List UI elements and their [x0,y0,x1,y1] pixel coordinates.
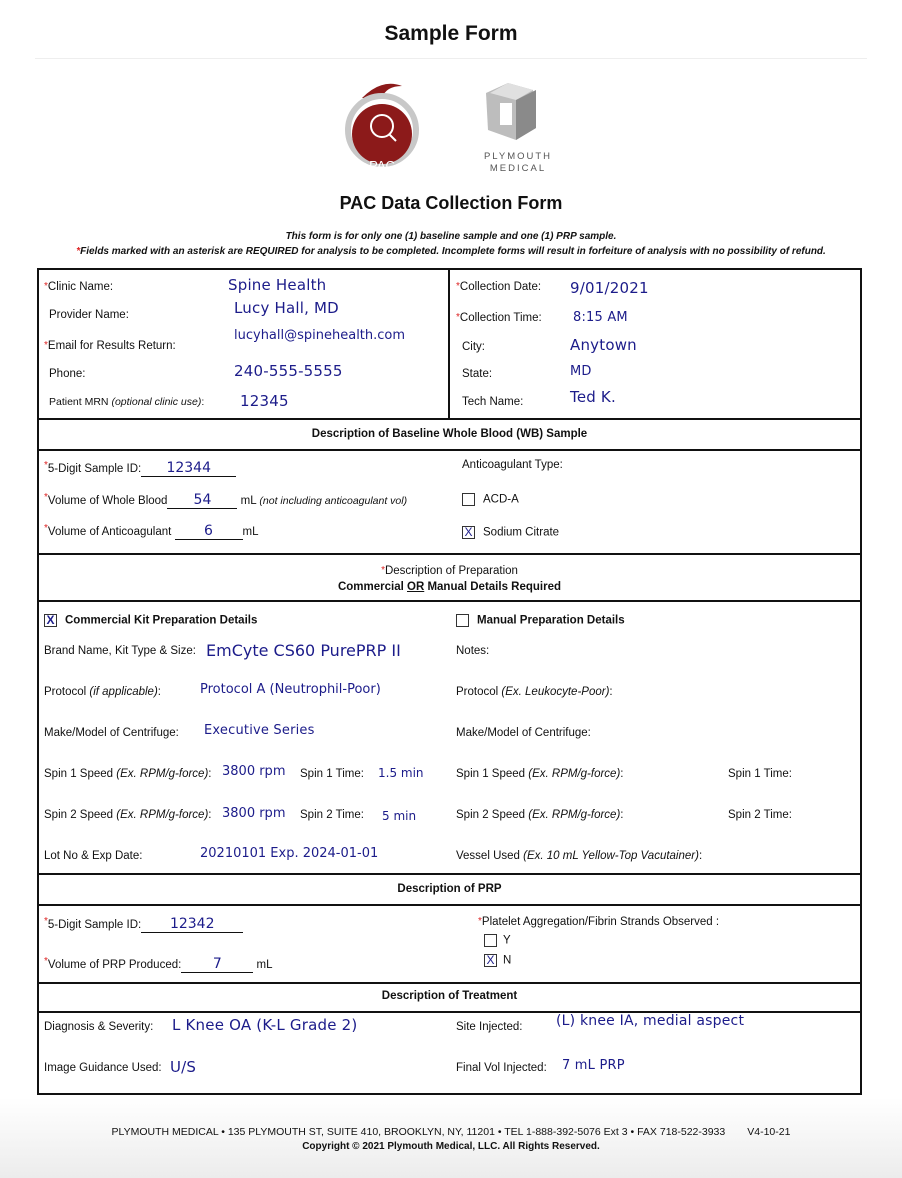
sodium-citrate-option[interactable] [462,526,559,539]
acd-a-option[interactable] [462,493,519,506]
image-guidance-label: Image Guidance Used: [44,1062,162,1074]
anticoag-type-label: Anticoagulant Type: [462,459,563,471]
manual-spin1-speed-label: Spin 1 Speed (Ex. RPM/g-force): [456,768,624,780]
prep-header-line1: Description of Preparation [384,565,518,577]
mrn-label [49,396,204,408]
page-title: Sample Form [384,22,518,45]
provider-name-label: Provider Name: [49,309,129,321]
label-text: Platelet Aggregation/Fibrin Strands Observed : [481,916,720,928]
unit: mL [256,959,273,971]
label-text: Clinic Name: [47,281,114,293]
option-label: ACD-A [483,493,519,506]
platelet-yes-option[interactable] [484,934,511,947]
row-divider [37,449,862,451]
label-text: Volume of PRP Produced: [47,959,182,971]
label-italic: (Ex. RPM/g-force) [116,768,209,780]
baseline-section-header: Description of Baseline Whole Blood (WB) Sample [311,428,588,440]
footer-address: PLYMOUTH MEDICAL • 135 PLYMOUTH ST, SUITE 410, BROOKLYN, NY, 11201 • TEL 1-888-392-5076 Ext 3 • FAX 718-522-3933 [111,1126,726,1138]
label-text: Collection Date: [459,281,542,293]
label-italic: (optional clinic use) [111,396,202,408]
manual-spin2-speed-label: Spin 2 Speed (Ex. RPM/g-force): [456,809,624,821]
collection-date-label: *Collection Date: [456,281,542,293]
prp-sample-id-field: *5-Digit Sample ID: 12342 [44,916,243,933]
wb-sample-id-value[interactable]: 12344 [141,460,236,477]
manual-spin1-time-label: Spin 1 Time: [728,768,792,780]
protocol-label: Protocol (if applicable): [44,686,161,698]
collection-time-value[interactable]: 8:15 AM [573,310,628,325]
spin1-time-value[interactable]: 1.5 min [378,766,424,780]
label-italic: (Ex. RPM/g-force) [528,809,621,821]
label-text: Spin 1 Speed [44,768,114,780]
footer [0,1098,902,1178]
pac-logo [342,78,422,178]
row-divider [37,873,862,875]
protocol-value[interactable]: Protocol A (Neutrophil-Poor) [200,682,381,697]
platelet-no-option[interactable] [484,954,511,967]
prp-sample-id-value[interactable]: 12342 [141,916,243,933]
wb-sample-id-field: *5-Digit Sample ID: 12344 [44,460,236,477]
row-divider [37,418,862,420]
row-divider [37,600,862,602]
form-title: PAC Data Collection Form [339,193,563,213]
final-volume-value[interactable]: 7 mL PRP [562,1058,625,1073]
centrifuge-label: Make/Model of Centrifuge: [44,727,179,739]
title-divider [35,58,867,59]
plymouth-logo-line2: MEDICAL [489,163,547,174]
text: OR [407,581,425,593]
provider-name-value[interactable]: Lucy Hall, MD [234,299,339,317]
footer-row [6,1126,896,1138]
diagnosis-value[interactable]: L Knee OA (K-L Grade 2) [172,1016,358,1034]
option-label: Manual Preparation Details [477,614,625,627]
email-value[interactable]: lucyhall@spinehealth.com [234,328,406,343]
collection-date-value[interactable]: 9/01/2021 [570,279,649,297]
spin1-time-label: Spin 1 Time: [300,768,364,780]
state-label: State: [462,368,493,380]
label-text: Patient MRN [49,396,109,408]
label-text: Protocol [456,686,499,698]
text: Commercial [337,581,407,593]
commercial-kit-option[interactable] [44,614,257,627]
label-italic: (Ex. RPM/g-force) [528,768,621,780]
option-label: Commercial Kit Preparation Details [65,614,258,627]
footer-version: V4-10-21 [747,1126,791,1138]
sodium-citrate-checkbox[interactable]: X [462,526,475,539]
row-divider [37,904,862,906]
label-text: Email for Results Return: [47,340,176,352]
spin2-time-label: Spin 2 Time: [300,809,364,821]
manual-centrifuge-label: Make/Model of Centrifuge: [456,727,591,739]
row-divider [37,982,862,984]
tech-name-value[interactable]: Ted K. [570,388,616,406]
clinic-name-label: *Clinic Name: [44,281,114,293]
brand-value[interactable]: EmCyte CS60 PurePRP II [206,641,401,660]
option-label: Sodium Citrate [483,526,560,539]
city-value[interactable]: Anytown [570,336,637,354]
mrn-value[interactable]: 12345 [240,392,289,410]
prep-section-header: *Description of Preparation [381,565,518,577]
footer-copyright: Copyright © 2021 Plymouth Medical, LLC. All Rights Reserved. [302,1141,600,1152]
centrifuge-value[interactable]: Executive Series [204,723,315,738]
clinic-name-value[interactable]: Spine Health [228,276,327,294]
anticoag-volume-field: *Volume of Anticoagulant 6 mL [44,523,259,539]
label-text: Spin 2 Speed [456,809,526,821]
label-text: Spin 2 Speed [44,809,114,821]
unit: mL [242,526,259,538]
tech-name-label: Tech Name: [462,396,524,408]
volume-note: (not including anticoagulant vol) [259,495,408,507]
notice-required-text: Fields marked with an asterisk are REQUIRED for analysis to be completed. Incomplete forms will result in forfeiture of analysis with no possibility of refund. [80,246,826,257]
state-value[interactable]: MD [570,364,592,379]
phone-label: Phone: [49,368,86,380]
platelet-aggregation-label: *Platelet Aggregation/Fibrin Strands Observed : [478,916,720,928]
label-text: Vessel Used [456,850,520,862]
phone-value[interactable]: 240-555-5555 [234,362,343,380]
treatment-section-header: Description of Treatment [381,990,518,1002]
commercial-kit-checkbox[interactable]: X [44,614,57,627]
platelet-no-checkbox[interactable]: X [484,954,497,967]
column-divider [448,268,450,419]
email-label: *Email for Results Return: [44,340,176,352]
option-label: Y [503,934,511,947]
label-italic: (Ex. RPM/g-force) [116,809,209,821]
site-injected-value[interactable]: (L) knee IA, medial aspect [556,1013,745,1029]
wb-volume-value[interactable]: 54 [167,492,237,509]
collection-time-label: *Collection Time: [456,312,542,324]
platelet-yes-checkbox[interactable] [484,934,497,947]
unit: mL [240,495,257,507]
vessel-label: Vessel Used (Ex. 10 mL Yellow-Top Vacutainer): [456,850,703,862]
diagnosis-label: Diagnosis & Severity: [44,1021,154,1033]
label-italic: (Ex. Leukocyte-Poor) [501,686,610,698]
city-label: City: [462,341,485,353]
final-volume-label: Final Vol Injected: [456,1062,547,1074]
spin2-speed-label: Spin 2 Speed (Ex. RPM/g-force): [44,809,212,821]
spin1-speed-label: Spin 1 Speed (Ex. RPM/g-force): [44,768,212,780]
plymouth-logo-line1: PLYMOUTH [483,151,553,162]
notice-single-sample: This form is for only one (1) baseline sample and one (1) PRP sample. [285,231,617,242]
pac-logo-text: PAC [369,158,395,173]
prp-volume-value[interactable]: 7 [181,956,253,973]
brand-label: Brand Name, Kit Type & Size: [44,645,196,657]
prep-section-subheader [37,581,862,593]
option-label: N [503,954,512,967]
label-text: Protocol [44,686,87,698]
label-italic: (if applicable) [89,686,158,698]
label-text: Volume of Anticoagulant [47,526,172,538]
manual-spin2-time-label: Spin 2 Time: [728,809,792,821]
label-text: Volume of Whole Blood [47,495,168,507]
manual-prep-checkbox[interactable] [456,614,469,627]
spin2-speed-value[interactable]: 3800 rpm [222,806,286,821]
lot-value[interactable]: 20210101 Exp. 2024-01-01 [200,846,379,861]
notice-required: *Fields marked with an asterisk are REQUIRED for analysis to be completed. Incomplete forms will result in forfeiture of analysis with no possibility of refund. [76,246,826,257]
row-divider [37,553,862,555]
wb-volume-field: *Volume of Whole Blood 54 mL (not including anticoagulant vol) [44,492,408,508]
label-italic: (Ex. 10 mL Yellow-Top Vacutainer) [523,850,699,862]
manual-prep-option[interactable] [456,614,625,627]
acd-a-checkbox[interactable] [462,493,475,506]
label-text: Spin 1 Speed [456,768,526,780]
plymouth-logo [478,78,558,178]
image-guidance-value[interactable]: U/S [170,1058,197,1076]
manual-protocol-label: Protocol (Ex. Leukocyte-Poor): [456,686,613,698]
label-text: Collection Time: [459,312,542,324]
prp-section-header: Description of PRP [397,883,502,895]
label-text: 5-Digit Sample ID: [47,919,142,931]
spin1-speed-value[interactable]: 3800 rpm [222,764,286,779]
anticoag-volume-value[interactable]: 6 [175,523,243,540]
notes-label: Notes: [456,645,490,657]
spin2-time-value[interactable]: 5 min [382,809,417,823]
site-injected-label: Site Injected: [456,1021,523,1033]
label-text: 5-Digit Sample ID: [47,463,142,475]
text: Manual Details Required [424,581,562,593]
lot-label: Lot No & Exp Date: [44,850,143,862]
label-colon: : [201,396,205,408]
prp-volume-field: *Volume of PRP Produced: 7 mL [44,956,273,972]
